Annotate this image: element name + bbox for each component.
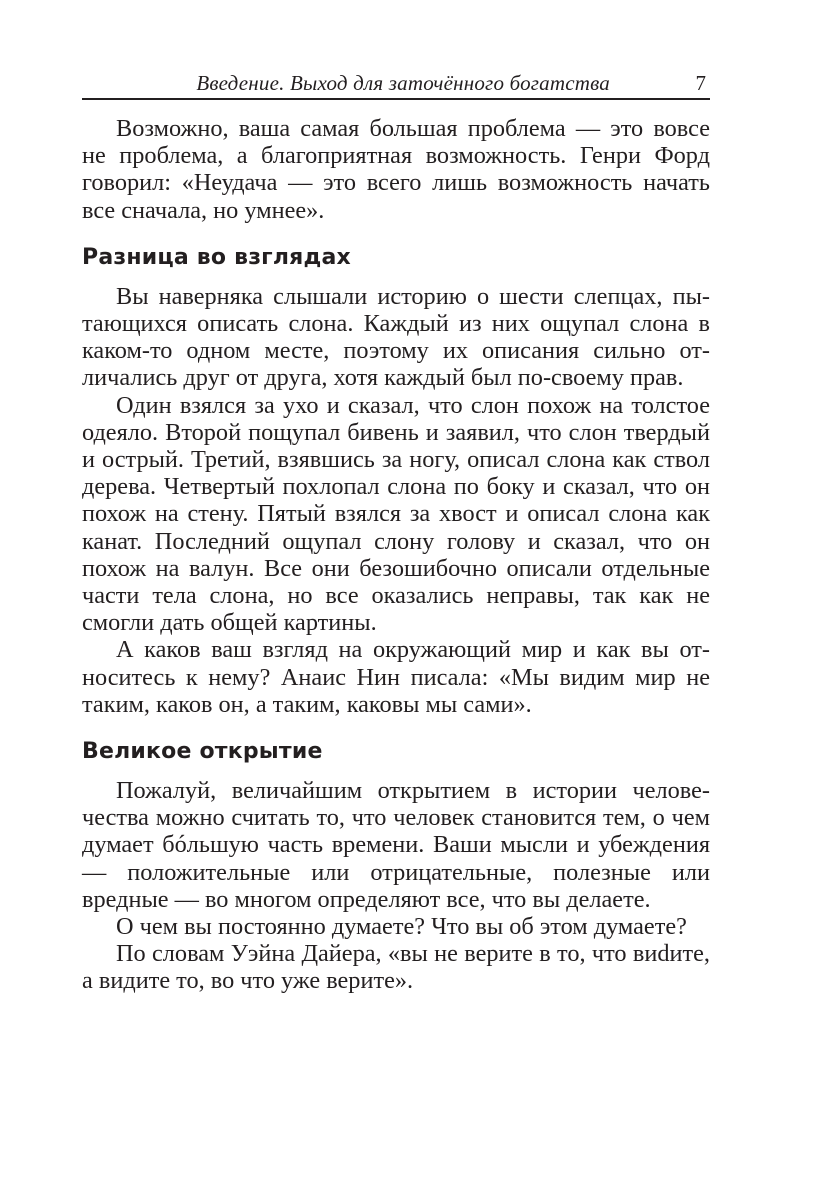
paragraph: Один взялся за ухо и сказал, что слон похож на толстое одеяло. Второй пощупал бивень и заявил, что слон твердый и острый. Третий, взявшись за ногу, описал слона как ствол дерева. Четвертый похлопал слона по боку и сказал, что он похож на стену. Пятый взялся за хвост и описал слона как канат. Последний ощупал слону голову и сказал, что он похож на валун. Все они безошибочно описали отдельные части тела слона, но все оказались неправы, так как не смогли дать общей картины. (82, 391, 710, 637)
section-heading-difference: Разница во взглядах (82, 244, 351, 270)
page-number: 7 (695, 71, 706, 95)
book-page (82, 68, 710, 995)
body-text (82, 115, 710, 995)
section-heading-discovery: Великое открытие (82, 739, 323, 765)
paragraph: Вы наверняка слышали историю о шести слепцах, пытающихся описать слона. Каждый из них ощупал слона в каком-то одном месте, поэтому их описания сильно отличались друг от друга, хотя каждый был по-своему прав. (82, 282, 710, 392)
running-title: Введение. Выход для заточённого богатства (196, 71, 610, 95)
intro-paragraph: Возможно, ваша самая большая проблема — это вовсе не проблема, а благоприятная возможность. Генри Форд говорил: «Неудача — это всего лишь возможность начать все сначала, но умнее». (82, 115, 710, 224)
running-head (82, 68, 710, 100)
paragraph: О чем вы постоянно думаете? Что вы об этом думаете? (116, 913, 687, 941)
paragraph: По словам Уэйна Дайера, «вы не верите в то, что виdите, а видите то, во что уже верите». (82, 940, 710, 995)
paragraph: Пожалуй, величайшим открытием в истории человечества можно считать то, что человек становится тем, о чем думает бóльшую часть времени. Ваши мысли и убеждения — положительные или отрицательные, полезные или вредные — во многом определяют все, что вы делаете. (82, 777, 710, 913)
paragraph: А каков ваш взгляд на окружающий мир и как вы относитесь к нему? Анаис Нин писала: «Мы видим мир не таким, каков он, а таким, каковы мы сами». (82, 636, 710, 718)
